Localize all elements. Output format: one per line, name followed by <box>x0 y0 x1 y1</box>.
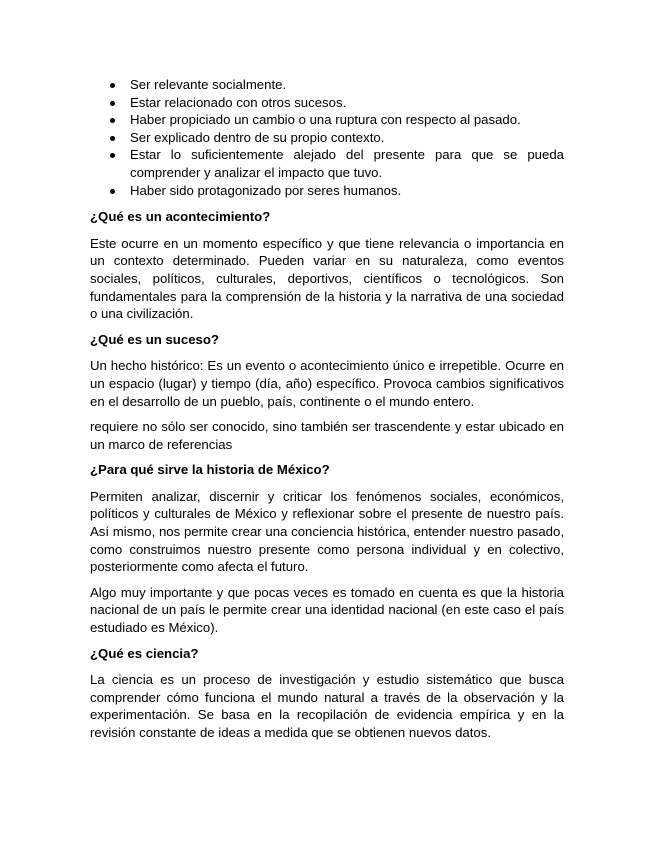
bullet-icon <box>110 101 115 106</box>
list-item-text: Haber propiciado un cambio o una ruptura con respecto al pasado. <box>130 112 521 128</box>
paragraph-acontecimiento: Este ocurre en un momento específico y que tiene relevancia o importancia en un contexto determinado. Pueden variar en su naturaleza, como eventos sociales, políticos, culturales, deportivos, científicos o tecnológicos. Son fundamentales para la comprensión de la historia y la narrativa de una sociedad o una civilización. <box>90 235 564 322</box>
document-page <box>90 76 564 750</box>
bullet-icon <box>110 189 115 194</box>
list-item <box>90 94 564 112</box>
paragraph-requisito: requiere no sólo ser conocido, sino también ser trascendente y estar ubicado en un marco de referencias <box>90 419 564 452</box>
list-item-text: Estar relacionado con otros sucesos. <box>130 94 347 110</box>
list-item <box>90 129 564 147</box>
bullet-icon <box>110 118 115 123</box>
heading-suceso: ¿Qué es un suceso? <box>90 331 219 347</box>
bullet-icon <box>110 136 115 141</box>
list-item <box>90 146 564 181</box>
bullet-icon <box>110 83 115 88</box>
list-item-text: Ser explicado dentro de su propio contexto. <box>130 129 385 145</box>
paragraph-ciencia: La ciencia es un proceso de investigación y estudio sistemático que busca comprender cómo funciona el mundo natural a través de la observación y la experimentación. Se basa en la recopilación de evidencia empírica y en la revisión constante de ideas a medida que se obtienen nuevos datos. <box>90 672 564 740</box>
list-item <box>90 76 564 94</box>
heading-ciencia: ¿Qué es ciencia? <box>90 645 199 661</box>
criteria-list <box>90 76 564 199</box>
list-item-text: Estar lo suficientemente alejado del presente para que se pueda comprender y analizar el impacto que tuvo. <box>130 147 564 180</box>
bullet-icon <box>110 153 115 158</box>
list-item-text: Haber sido protagonizado por seres humanos. <box>130 182 402 198</box>
paragraph-hecho-historico: Un hecho histórico: Es un evento o acontecimiento único e irrepetible. Ocurre en un espacio (lugar) y tiempo (día, año) específico. Provoca cambios significativos en el desarrollo de un pueblo, país, continente o el mundo entero. <box>90 358 564 409</box>
paragraph-identidad: Algo muy importante y que pocas veces es tomado en cuenta es que la historia nacional de un país le permite crear una identidad nacional (en este caso el país estudiado es México). <box>90 584 564 636</box>
list-item <box>90 111 564 129</box>
list-item-text: Ser relevante socialmente. <box>130 77 287 92</box>
heading-historia-mexico: ¿Para qué sirve la historia de México? <box>90 462 330 478</box>
paragraph-analizar: Permiten analizar, discernir y criticar los fenómenos sociales, económicos, políticos y culturales de México y reflexionar sobre el presente de nuestro país. Así mismo, nos permite crear una conciencia histórica, entender nuestro pasado, como construimos nuestro presente como persona individual y en colectivo, posteriormente como afecta el futuro. <box>90 488 564 575</box>
list-item <box>90 182 564 200</box>
heading-acontecimiento: ¿Qué es un acontecimiento? <box>90 209 271 225</box>
